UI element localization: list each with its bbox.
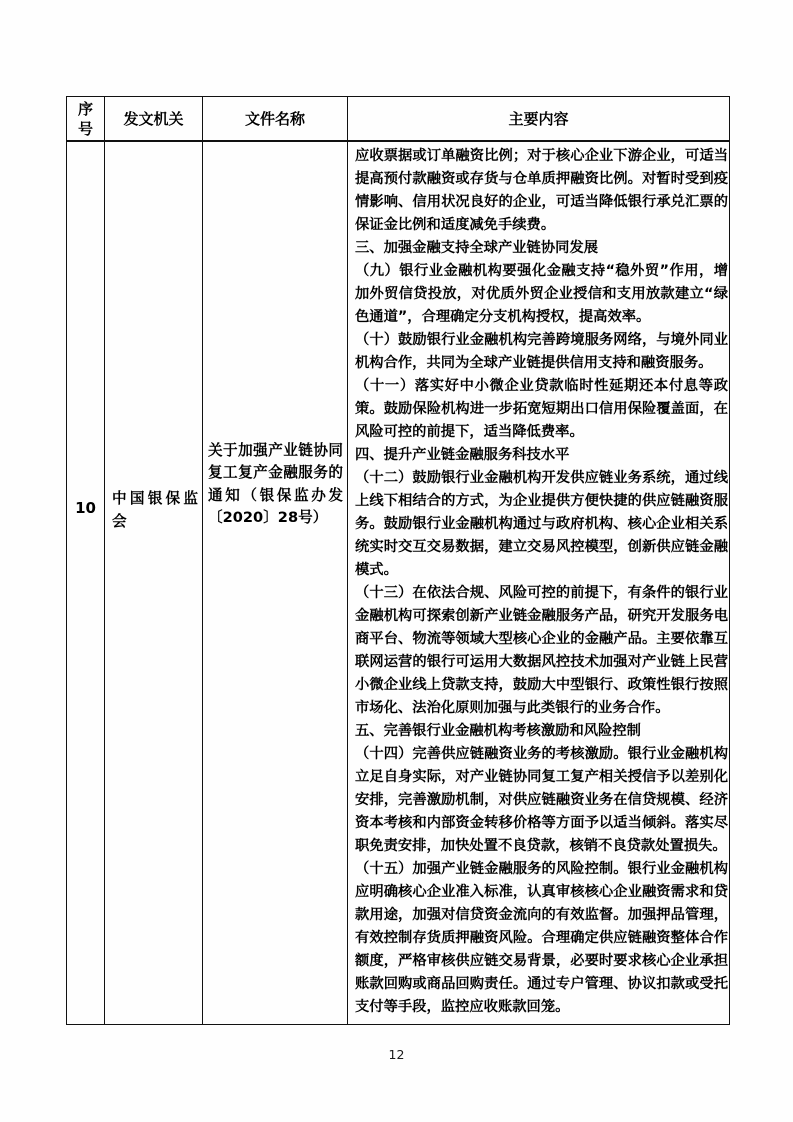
header-main-content-label: 主要内容 — [508, 109, 569, 128]
serial-number-value: 10 — [75, 499, 96, 517]
regulations-table — [66, 96, 730, 1025]
text-line: 三、加强金融支持全球产业链协同发展 — [355, 240, 599, 256]
text-line: （十二）鼓励银行业金融机构开发供应链业务系统，通过线上线下相结合的方式，为企业提供方便快捷的供应链融资服务。鼓励银行业金融机构通过与政府机构、核心企业相关系统实时交互交易数据，建立交易风控模型，创新供应链金融模式。 — [355, 470, 728, 578]
header-doc-name — [203, 97, 348, 142]
text-line: （十）鼓励银行业金融机构完善跨境服务网络，与境外同业机构合作，共同为全球产业链提供信用支持和融资服务。 — [355, 332, 728, 371]
text-line: 〔2020〕28号） — [208, 509, 328, 527]
header-main-content — [348, 97, 729, 142]
text-line: 五、完善银行业金融机构考核激励和风险控制 — [355, 723, 641, 739]
header-agency — [105, 97, 203, 142]
header-agency-label: 发文机关 — [123, 109, 184, 128]
row-issuing-agency — [105, 142, 203, 1024]
text-line: 会 — [112, 512, 127, 530]
text-line: （九）银行业金融机构要强化金融支持“稳外贸”作用，增加外贸信贷投放，对优质外贸企业授信和支用放款建立“绿色通道”，合理确定分支机构授权，提高效率。 — [355, 263, 728, 325]
text-line: （十四）完善供应链融资业务的考核激励。银行业金融机构立足自身实际，对产业链协同复工复产相关授信予以差别化安排，完善激励机制，对供应链融资业务在信贷规模、经济资本考核和内部资金转移价格等方面予以适当倾斜。落实尽职免责安排，加快处置不良贷款，核销不良贷款处置损失。 — [355, 746, 728, 854]
text-line: 复工复产金融服务的 — [208, 464, 343, 482]
text-line: （十三）在依法合规、风险可控的前提下，有条件的银行业金融机构可探索创新产业链金融服务产品，研究开发服务电商平台、物流等领域大型核心企业的金融产品。主要依靠互联网运营的银行可运用大数据风控技术加强对产业链上民营小微企业线上贷款支持，鼓励大中型银行、政策性银行按照市场化、法治化原则加强与此类银行的业务合作。 — [355, 585, 728, 716]
text-line: 通知（银保监办发 — [208, 486, 343, 504]
text-line: （十五）加强产业链金融服务的风险控制。银行业金融机构应明确核心企业准入标准，认真审核核心企业融资需求和贷款用途，加强对信贷资金流向的有效监督。加强押品管理，有效控制存货质押融资风险。合理确定供应链融资整体合作额度，严格审核供应链交易背景，必要时要求核心企业承担账款回购或商品回购责任。通过专户管理、协议扣款或受托支付等手段，监控应收账款回笼。 — [355, 861, 728, 1015]
page-number: 12 — [388, 1047, 405, 1062]
row-main-content — [348, 142, 729, 1024]
header-serial — [67, 97, 105, 142]
header-serial-label: 序号 — [77, 99, 93, 138]
row-serial-number — [67, 142, 105, 1024]
text-line: 应收票据或订单融资比例；对于核心企业下游企业，可适当提高预付款融资或存货与仓单质押融资比例。对暂时受到疫情影响、信用状况良好的企业，可适当降低银行承兑汇票的保证金比例和适度减免手续费。 — [355, 148, 728, 233]
row-document-name — [203, 142, 348, 1024]
text-line: 关于加强产业链协同 — [208, 442, 343, 459]
header-doc-name-label: 文件名称 — [244, 109, 305, 128]
text-line: 四、提升产业链金融服务科技水平 — [355, 447, 570, 463]
text-line: （十一）落实好中小微企业贷款临时性延期还本付息等政策。鼓励保险机构进一步拓宽短期出口信用保险覆盖面，在风险可控的前提下，适当降低费率。 — [355, 378, 728, 440]
text-line: 中国银保监 — [112, 490, 198, 507]
